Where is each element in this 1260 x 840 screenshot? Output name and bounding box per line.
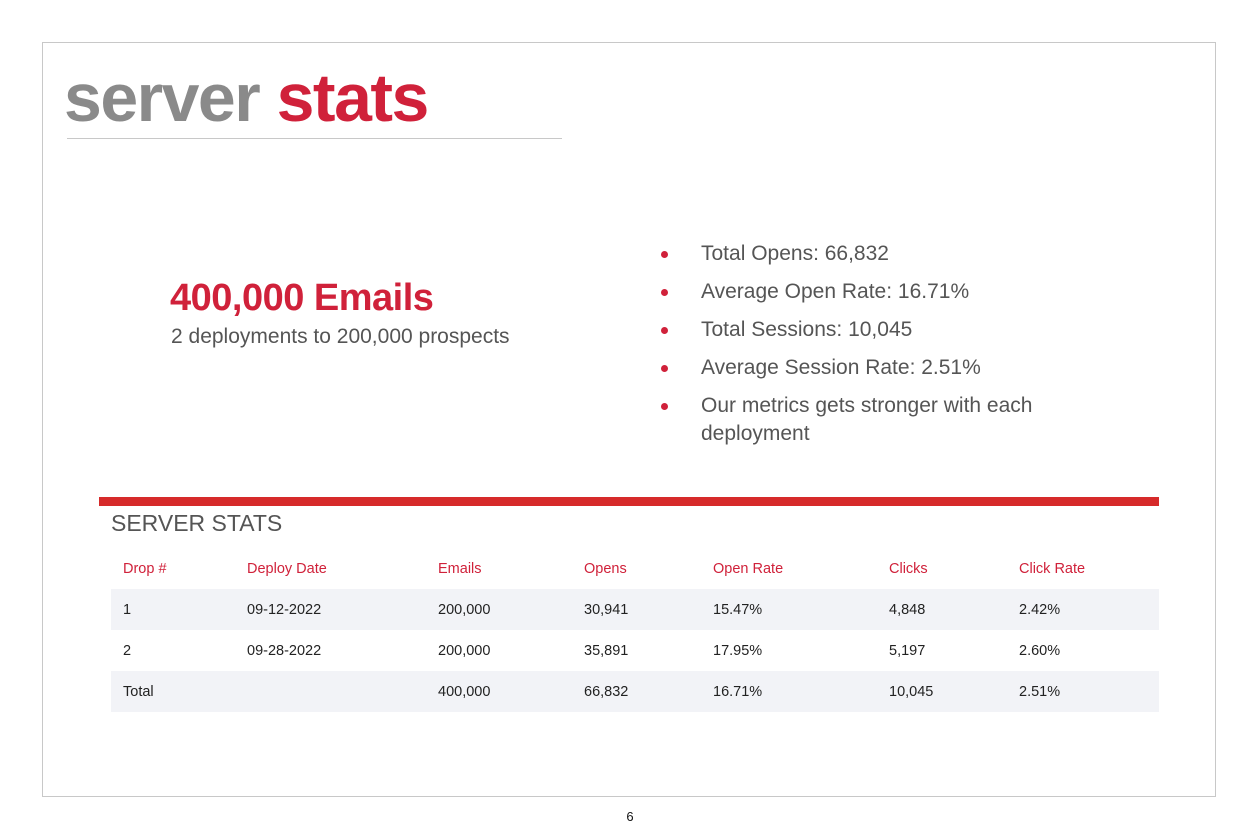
column-header-click-rate: Click Rate — [1019, 560, 1086, 577]
cell-drop: Total — [111, 671, 235, 712]
bullet-total-sessions — [660, 316, 1100, 344]
column-header-clicks: Clicks — [889, 560, 928, 577]
bullet-text: Average Session Rate: 2.51% — [701, 356, 981, 379]
title-underline — [67, 138, 562, 139]
cell-opens: 30,941 — [572, 589, 701, 630]
column-header-drop: Drop # — [123, 560, 167, 577]
cell-deploy-date — [235, 671, 426, 712]
table-title: SERVER STATS — [111, 510, 283, 536]
cell-emails: 200,000 — [426, 630, 572, 671]
cell-open-rate: 17.95% — [701, 630, 877, 671]
cell-open-rate: 16.71% — [701, 671, 877, 712]
cell-emails: 400,000 — [426, 671, 572, 712]
bullet-text: Total Opens: 66,832 — [701, 242, 889, 265]
table-row-total — [111, 671, 1159, 712]
bullet-dot-icon — [661, 251, 668, 258]
cell-clicks: 4,848 — [877, 589, 1007, 630]
cell-click-rate: 2.51% — [1007, 671, 1159, 712]
column-header-opens: Opens — [584, 560, 627, 577]
title-word-server: server — [64, 60, 260, 136]
title-word-stats: stats — [276, 60, 428, 136]
bullet-dot-icon — [661, 403, 668, 410]
cell-open-rate: 15.47% — [701, 589, 877, 630]
cell-click-rate: 2.42% — [1007, 589, 1159, 630]
bullet-text: Total Sessions: 10,045 — [701, 318, 913, 341]
column-header-deploy-date: Deploy Date — [247, 560, 327, 577]
bullet-text: Average Open Rate: 16.71% — [701, 280, 970, 303]
bullet-average-open-rate — [660, 278, 1100, 306]
page-number: 6 — [626, 809, 634, 824]
server-stats-table — [111, 548, 1159, 712]
bullet-dot-icon — [661, 327, 668, 334]
bullet-total-opens — [660, 240, 1100, 268]
table-row — [111, 589, 1159, 630]
cell-drop: 2 — [111, 630, 235, 671]
metrics-bullet-list — [660, 240, 1100, 458]
cell-opens: 35,891 — [572, 630, 701, 671]
emails-headline: 400,000 Emails — [170, 277, 434, 319]
cell-clicks: 10,045 — [877, 671, 1007, 712]
column-header-emails: Emails — [438, 560, 482, 577]
cell-opens: 66,832 — [572, 671, 701, 712]
cell-clicks: 5,197 — [877, 630, 1007, 671]
cell-drop: 1 — [111, 589, 235, 630]
bullet-metrics-stronger — [660, 392, 1100, 448]
bullet-dot-icon — [661, 289, 668, 296]
cell-click-rate: 2.60% — [1007, 630, 1159, 671]
table-header-row — [111, 548, 1159, 589]
deployments-subline: 2 deployments to 200,000 prospects — [171, 325, 510, 348]
cell-deploy-date: 09-28-2022 — [235, 630, 426, 671]
cell-emails: 200,000 — [426, 589, 572, 630]
cell-deploy-date: 09-12-2022 — [235, 589, 426, 630]
table-row — [111, 630, 1159, 671]
column-header-open-rate: Open Rate — [713, 560, 784, 577]
bullet-average-session-rate — [660, 354, 1100, 382]
page-title — [64, 58, 428, 138]
bullet-text: Our metrics gets stronger with each deployment — [701, 394, 1033, 445]
section-divider-bar — [99, 497, 1159, 506]
bullet-dot-icon — [661, 365, 668, 372]
